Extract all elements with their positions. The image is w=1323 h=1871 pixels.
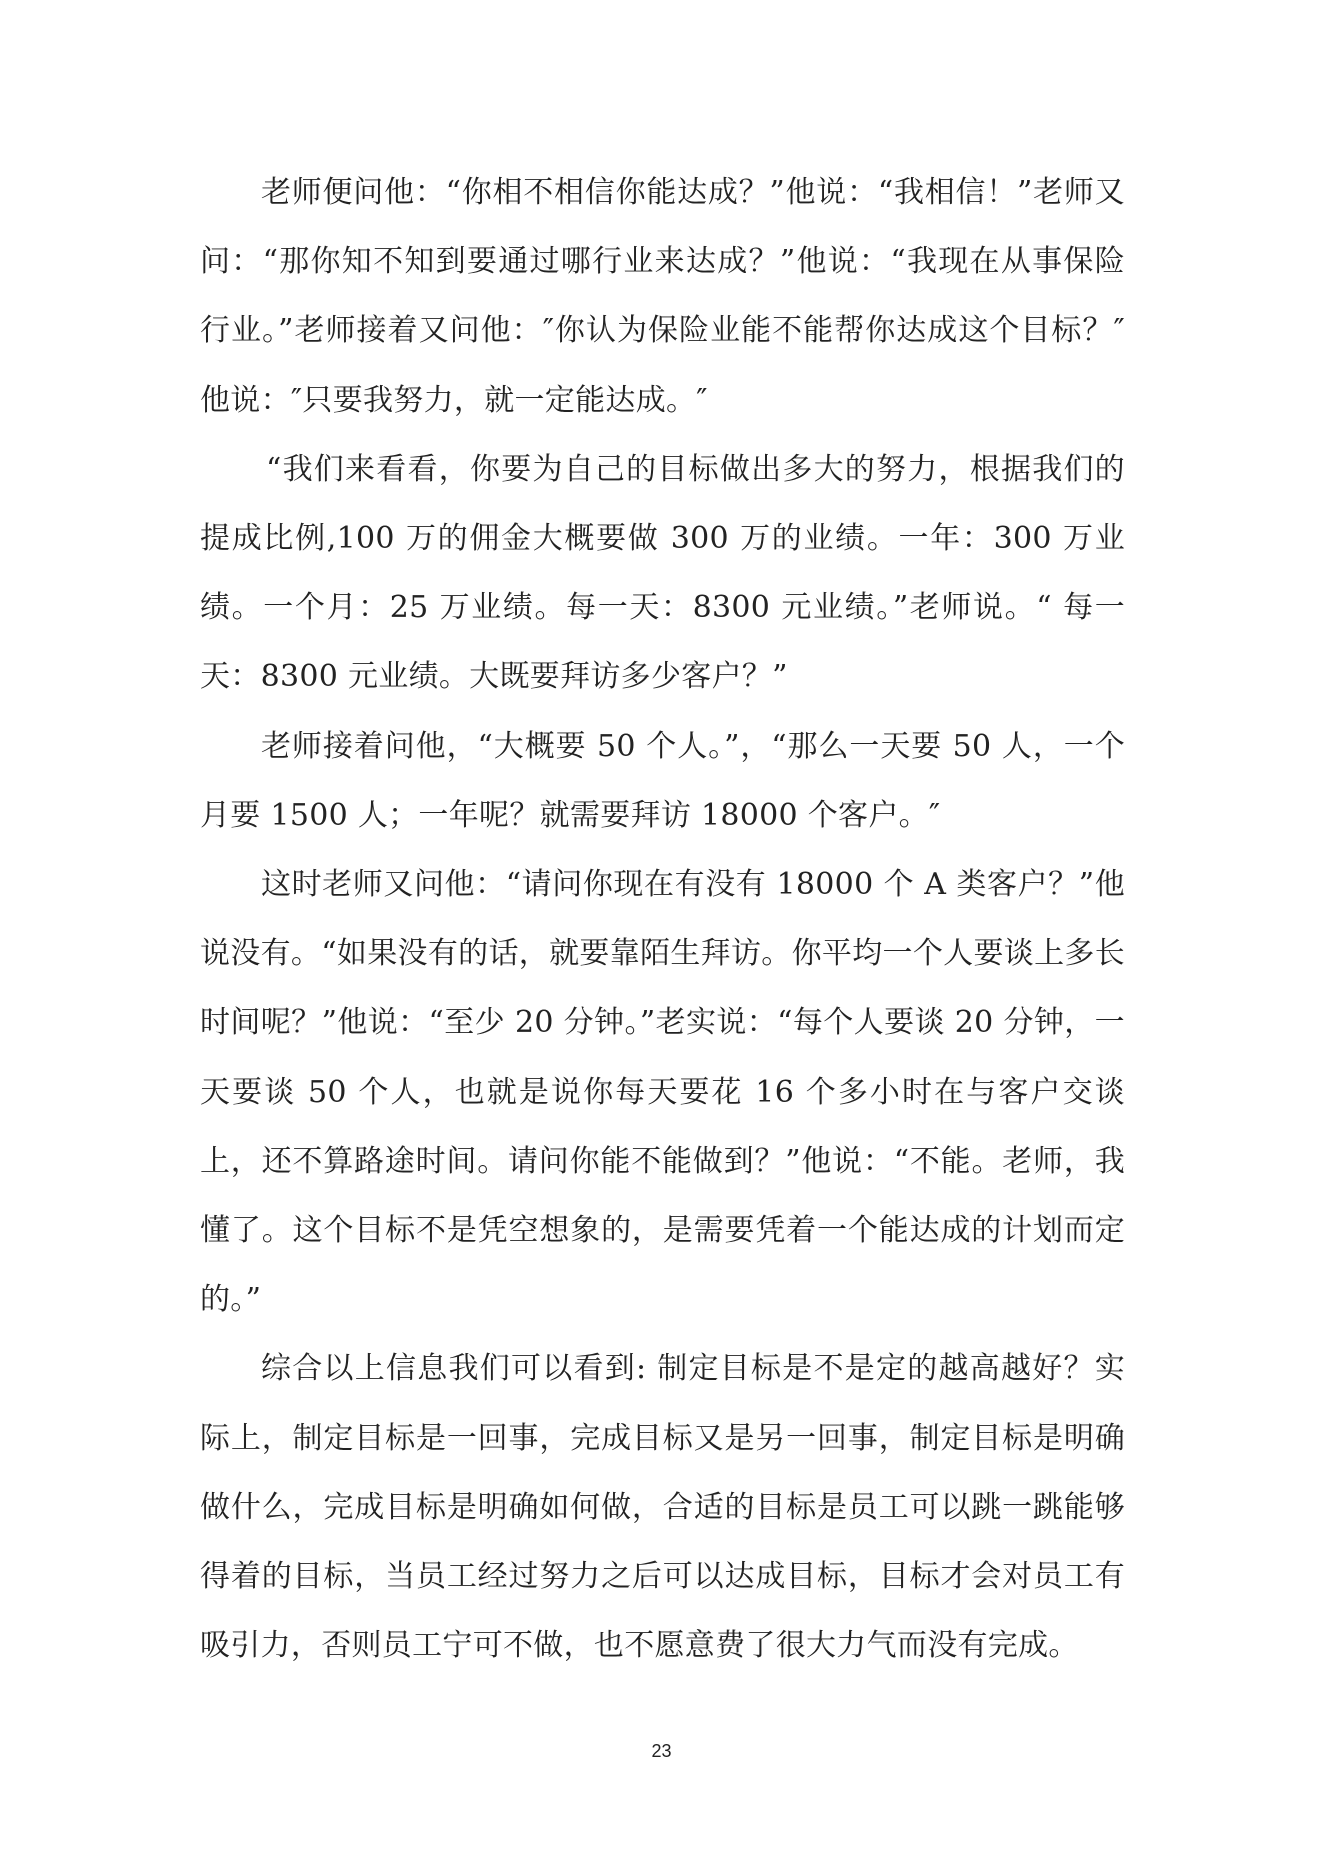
paragraph-5: 综合以上信息我们可以看到: 制定目标是不是定的越高越好？实际上，制定目标是一回事，完成目标又是另一回事，制定目标是明确做什么，完成目标是明确如何做，合适的目标是员工可以跳一跳能够得着的目标，当员工经过努力之后可以达成目标，目标才会对员工有吸引力，否则员工宁可不做，也不愿意费了很大力气而没有完成。 [200,1351,1125,1664]
paragraph-2: “我们来看看，你要为自己的目标做出多大的努力，根据我们的提成比例,100 万的佣金大概要做 300 万的业绩。一年：300 万业绩。一个月：25 万业绩。每一天：8300 元业绩。”老师说。“ 每一天：8300 元业绩。大既要拜访多少客户？” [200,451,1125,695]
paragraph-1: 老师便问他：“你相不相信你能达成？”他说：“我相信！”老师又问：“那你知不知到要通过哪行业来达成？”他说：“我现在从事保险行业。”老师接着又问他：″你认为保险业能不能帮你达成这个目标？″他说：″只要我努力，就一定能达成。″ [200,175,1125,418]
paragraph-4: 这时老师又问他：“请问你现在有没有 18000 个 A 类客户？”他说没有。“如果没有的话，就要靠陌生拜访。你平均一个人要谈上多长时间呢？”他说：“至少 20 分钟。”老实说：“每个人要谈 20 分钟，一天要谈 50 个人，也就是说你每天要花 16 个多小时在与客户交谈上，还不算路途时间。请问你能不能做到？”他说：“不能。老师，我懂了。这个目标不是凭空想象的，是需要凭着一个能达成的计划而定的。” [200,867,1125,1318]
paragraph-3: 老师接着问他，“大概要 50 个人。”，“那么一天要 50 人，一个月要 1500 人；一年呢？就需要拜访 18000 个客户。″ [200,728,1125,833]
page-number: 23 [651,1741,672,1761]
document-body [200,158,1125,1680]
